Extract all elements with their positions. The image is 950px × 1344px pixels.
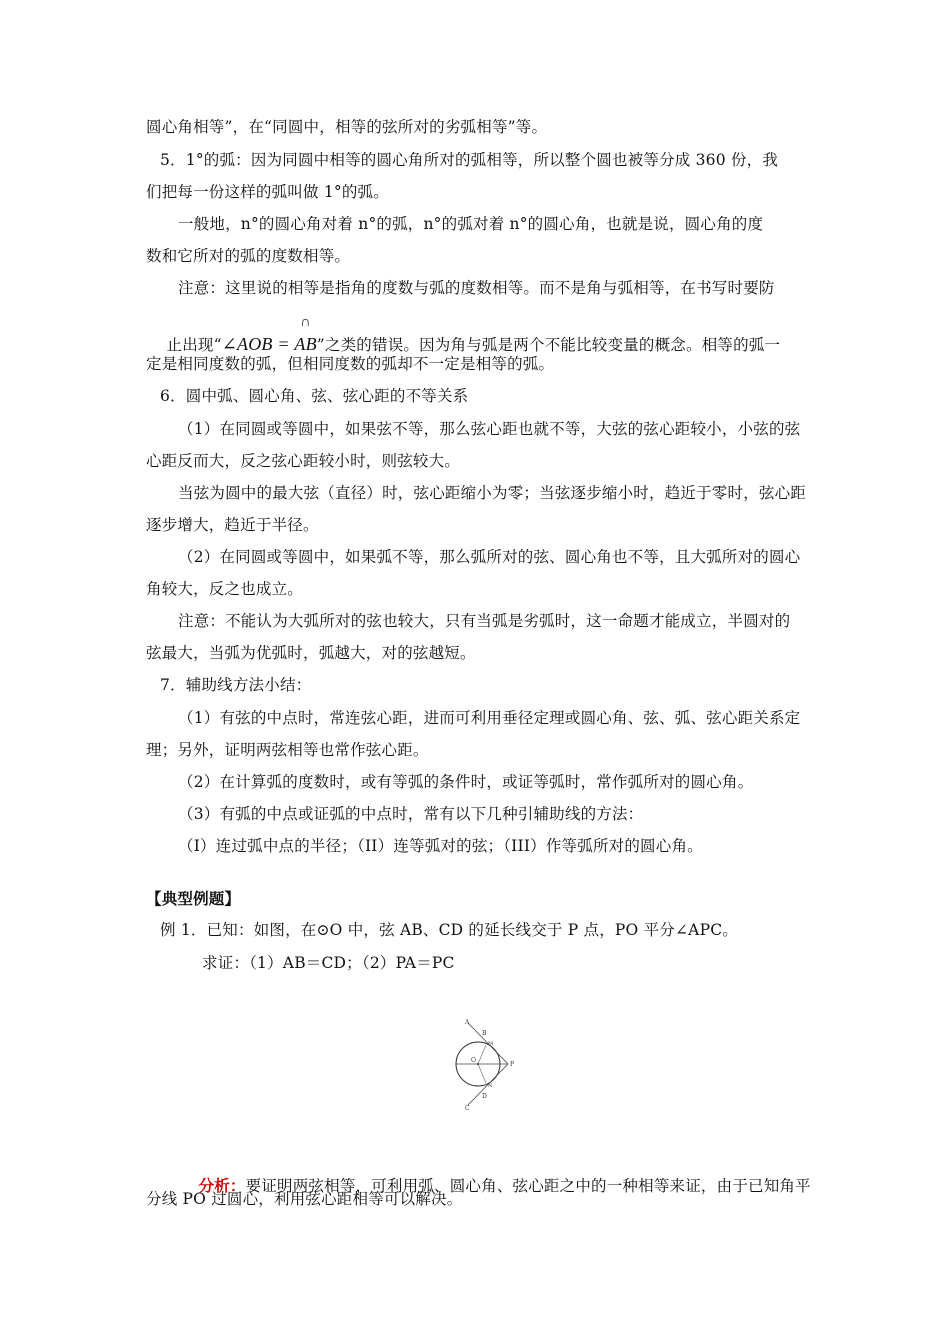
analysis-text: 要证明两弦相等，可利用弧、圆心角、弦心距之中的一种相等来证，由于已知角平 bbox=[245, 1177, 811, 1195]
label-a: A bbox=[465, 1019, 470, 1026]
text-line: 当弦为圆中的最大弦（直径）时，弦心距缩小为零；当弦逐步缩小时，趋近于零时，弦心距 bbox=[178, 484, 807, 502]
text-line: 们把每一份这样的弧叫做 1°的弧。 bbox=[146, 183, 389, 201]
arc-ab-formula bbox=[294, 315, 317, 354]
text-line: （1）在同圆或等圆中，如果弦不等，那么弦心距也就不等，大弦的弦心距较小，小弦的弦 bbox=[178, 420, 801, 438]
text-line: （2）在同圆或等圆中，如果弧不等，那么弧所对的弦、圆心角也不等，且大弧所对的圆心 bbox=[178, 548, 801, 566]
analysis-label: 分析： bbox=[198, 1176, 246, 1195]
text-line: （I）连过弧中点的半径；（II）连等弧对的弦；（III）作等弧所对的圆心角。 bbox=[178, 837, 703, 855]
text-line: （2）在计算弧的度数时，或有等弧的条件时，或证等弧时，常作弧所对的圆心角。 bbox=[178, 773, 754, 791]
example-1-prove: 求证：（1）AB＝CD；（2）PA＝PC bbox=[202, 954, 455, 972]
analysis-line-2: 分线 PO 过圆心，利用弦心距相等可以解决。 bbox=[146, 1190, 463, 1208]
circle-figure bbox=[452, 1018, 522, 1110]
note-line: 注意：这里说的相等是指角的度数与弧的度数相等。而不是角与弧相等，在书写时要防 bbox=[178, 279, 775, 297]
text-line: 一般地，n°的圆心角对着 n°的弧，n°的弧对着 n°的圆心角，也就是说，圆心角的度 bbox=[178, 215, 764, 233]
arc-symbol: ∩ bbox=[300, 315, 311, 330]
arc-label: AB bbox=[294, 334, 317, 354]
angle-formula: ∠AOB = bbox=[221, 334, 295, 354]
text-line: 心距反而大，反之弦心距较小时，则弦较大。 bbox=[146, 452, 461, 470]
center-point bbox=[477, 1063, 479, 1065]
example-1-statement: 例 1．已知：如图，在⊙O 中，弦 AB、CD 的延长线交于 P 点，PO 平分∠APC。 bbox=[160, 921, 738, 939]
line-on bbox=[478, 1064, 486, 1083]
label-c: C bbox=[465, 1105, 470, 1110]
text-line: 数和它所对的弧的度数相等。 bbox=[146, 247, 351, 265]
text-line: （3）有弧的中点或证弧的中点时，常有以下几种引辅助线的方法： bbox=[178, 805, 644, 823]
point-6-heading: 6．圆中弧、圆心角、弦、弦心距的不等关系 bbox=[160, 387, 469, 405]
section-heading: 【典型例题】 bbox=[146, 889, 241, 908]
label-o: O bbox=[471, 1057, 476, 1064]
label-n: N bbox=[488, 1083, 493, 1089]
text-line: 弦最大，当弧为优弧时，弧越大，对的弦越短。 bbox=[146, 644, 476, 662]
point-5-heading: 5．1°的弧：因为同圆中相等的圆心角所对的弧相等，所以整个圆也被等分成 360 份，我 bbox=[160, 151, 779, 169]
label-m: M bbox=[488, 1041, 494, 1047]
text-line: 理；另外，证明两弦相等也常作弦心距。 bbox=[146, 741, 429, 759]
label-p: P bbox=[510, 1061, 515, 1068]
text-line: （1）有弦的中点时，常连弦心距，进而可利用垂径定理或圆心角、弦、弧、弦心距关系定 bbox=[178, 709, 801, 727]
text-line: 定是相同度数的弧，但相同度数的弧却不一定是相等的弧。 bbox=[146, 355, 555, 373]
line-om bbox=[478, 1045, 486, 1064]
label-b: B bbox=[482, 1030, 487, 1037]
text-segment: 止出现“ bbox=[166, 336, 222, 354]
label-d: D bbox=[482, 1093, 487, 1100]
note-line: 注意：不能认为大弧所对的弦也较大，只有当弧是劣弧时，这一命题才能成立，半圆对的 bbox=[178, 612, 791, 630]
text-line: 圆心角相等”，在“同圆中，相等的弦所对的劣弧相等”等。 bbox=[146, 118, 548, 136]
text-line: 逐步增大，趋近于半径。 bbox=[146, 516, 319, 534]
text-segment: ”之类的错误。因为角与弧是两个不能比较变量的概念。相等的弧一 bbox=[316, 336, 781, 354]
point-7-heading: 7．辅助线方法小结： bbox=[160, 676, 312, 694]
text-line: 角较大，反之也成立。 bbox=[146, 580, 304, 598]
